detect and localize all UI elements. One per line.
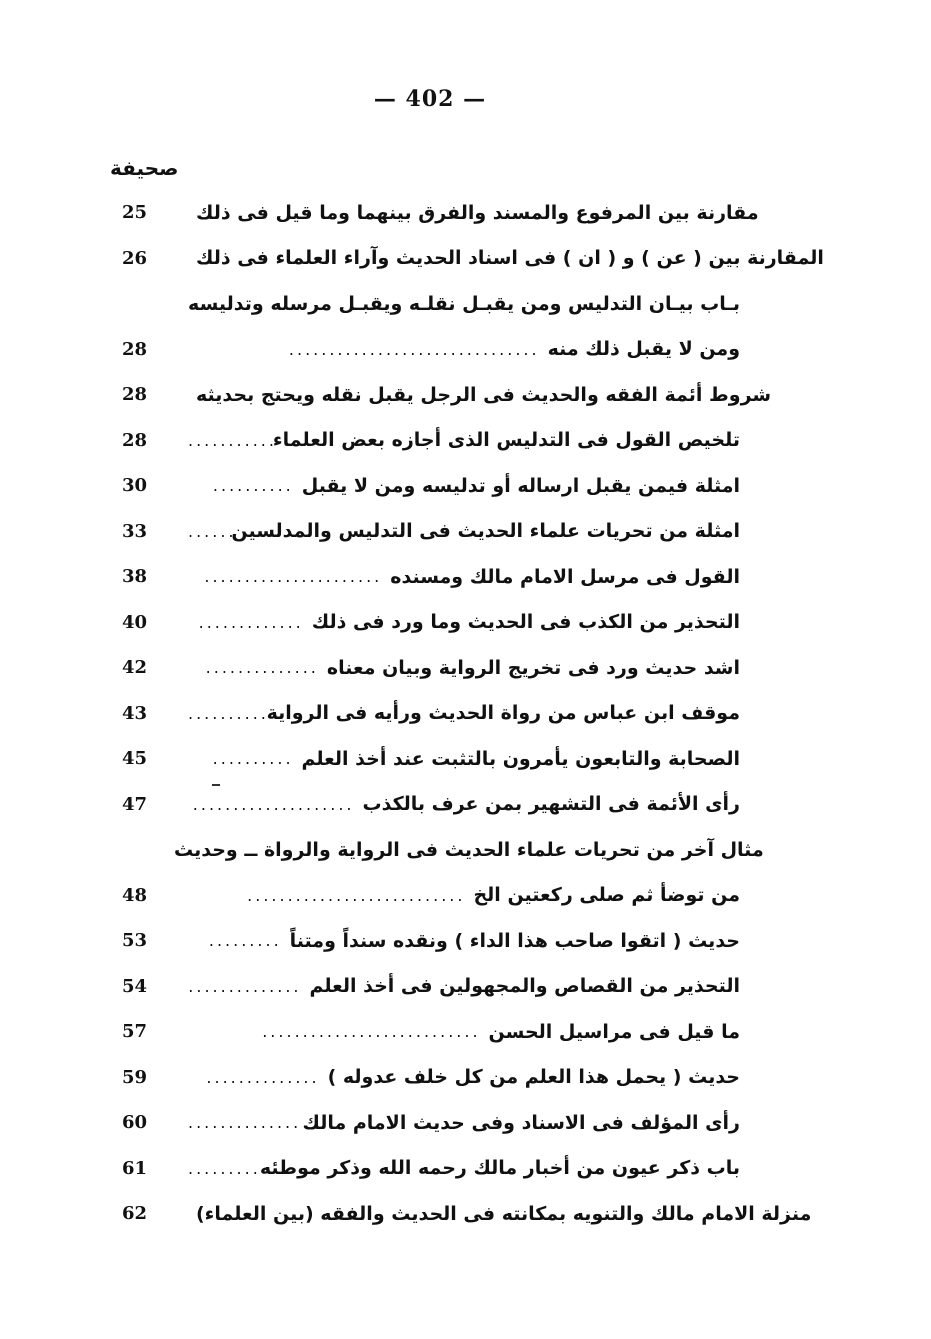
toc-leader-dots: .......... [212,476,294,496]
toc-page-number: 33 [122,520,148,542]
toc-title: رأى المؤلف فى الاسناد وفى حديث الامام مالك [302,1111,740,1134]
toc-page-number: 28 [122,338,148,360]
toc-leader-dots: .............. [188,976,302,996]
toc-title: رأى الأئمة فى التشهير بمن عرف بالكذب [362,793,740,816]
toc-entry [110,463,740,509]
toc-page-number: 42 [122,657,148,679]
toc-title: موقف ابن عباس من رواة الحديث ورأيه فى الرواية [266,702,740,725]
toc-page-number: 47 [122,793,148,815]
toc-title: التحذير من الكذب فى الحديث وما ورد فى ذلك [311,611,740,634]
toc-entry [110,873,740,919]
toc-entry [110,327,740,373]
toc-entry [110,736,740,782]
toc-page-number: 61 [122,1157,148,1179]
toc-leader-dots: ...................... [204,567,383,587]
toc-title: حديث ( يحمل هذا العلم من كل خلف عدوله ) [327,1066,740,1089]
toc-leader-dots: .......... [188,703,269,723]
toc-page-number: 59 [122,1066,148,1088]
toc-leader-dots: ........................... [262,1022,481,1042]
toc-entry [110,1009,740,1055]
toc-leader-dots: .......... [212,749,294,769]
toc-title: تلخيص القول فى التدليس الذى أجازه بعض العلماء [272,429,740,452]
toc-entry [110,190,759,236]
toc-leader-dots: .............. [188,1113,302,1133]
page-number: — 402 — [373,86,487,112]
toc-entry [110,418,740,464]
toc-title: ومن لا يقبل ذلك منه [547,338,740,361]
table-of-contents [110,190,824,1237]
toc-page-number: 26 [122,247,148,269]
toc-page-number: 57 [122,1021,148,1043]
toc-leader-dots: .............. [206,1067,320,1087]
toc-entry [110,1055,740,1101]
toc-title: القول فى مرسل الامام مالك ومسنده [390,565,740,588]
toc-entry [110,827,764,873]
toc-title: التحذير من القصاص والمجهولين فى أخذ العلم [309,975,740,998]
toc-entry [110,509,740,555]
toc-leader-dots: .............. [205,658,319,678]
toc-entry [110,691,740,737]
toc-title: ما قيل فى مراسيل الحسن [488,1020,740,1043]
toc-entry [110,281,740,327]
toc-title: شروط أئمة الفقه والحديث فى الرجل يقبل نقله ويحتج بحديثه [196,383,772,406]
toc-entry [110,372,772,418]
toc-leader-dots: ............................... [288,339,540,359]
toc-page-number: 48 [122,884,148,906]
toc-page-number: 43 [122,702,148,724]
toc-title: اشد حديث ورد فى تخريج الرواية وبيان معناه [326,656,740,679]
toc-page-number: 54 [122,975,148,997]
toc-title: امثلة من تحريات علماء الحديث فى التدليس والمدلسين [231,520,740,543]
toc-page-number: 40 [122,611,148,633]
toc-page-number: 28 [122,429,148,451]
toc-entry [110,1100,740,1146]
toc-title: باب ذكر عيون من أخبار مالك رحمه الله وذكر موطئه [259,1157,740,1180]
toc-page-number: 28 [122,384,148,406]
toc-entry [110,964,740,1010]
toc-title: مقارنة بين المرفوع والمسند والفرق بينهما وما قيل فى ذلك [196,201,759,224]
page-column-heading: صحيفة [110,156,179,180]
toc-title: مثال آخر من تحريات علماء الحديث فى الرواية والرواة ــ وحديث [174,838,764,861]
toc-page-number: 30 [122,475,148,497]
toc-leader-dots: ........... [188,430,277,450]
toc-page-number: 25 [122,202,148,224]
toc-page-number: 62 [122,1203,148,1225]
toc-page-number: 53 [122,930,148,952]
toc-leader-dots: ........................... [247,885,466,905]
toc-title: حديث ( اتقوا صاحب هذا الداء ) ونقده سنداً ومتناً [289,929,740,952]
toc-entry [110,600,740,646]
toc-title: امثلة فيمن يقبل ارساله أو تدليسه ومن لا يقبل [301,474,740,497]
toc-leader-dots: ............. [198,612,304,632]
toc-leader-dots: ......... [188,1158,261,1178]
toc-title: من توضأ ثم صلى ركعتين الخ [473,884,740,907]
toc-entry [110,554,740,600]
toc-entry [110,645,740,691]
toc-leader-dots: ...... [188,521,237,541]
toc-title: بـاب بيـان التدليس ومن يقبـل نقلـه ويقبـل مرسله وتدليسه [188,292,740,315]
toc-entry [110,236,824,282]
toc-leader-dots: .................... [192,794,355,814]
toc-entry [110,1146,740,1192]
toc-page-number: 38 [122,566,148,588]
toc-title: المقارنة بين ( عن ) و ( ان ) فى اسناد الحديث وآراء العلماء فى ذلك [196,247,824,270]
toc-entry [110,918,740,964]
toc-leader-dots: ......... [208,931,282,951]
toc-title: الصحابة والتابعون يأمرون بالتثبت عند أخذ العلم [301,747,740,770]
toc-page-number: 60 [122,1112,148,1134]
toc-page-number: 45 [122,748,148,770]
toc-entry [110,782,740,828]
toc-entry [110,1191,812,1237]
toc-title: منزلة الامام مالك والتنويه بمكانته فى الحديث والفقه (بين العلماء) [196,1202,812,1225]
